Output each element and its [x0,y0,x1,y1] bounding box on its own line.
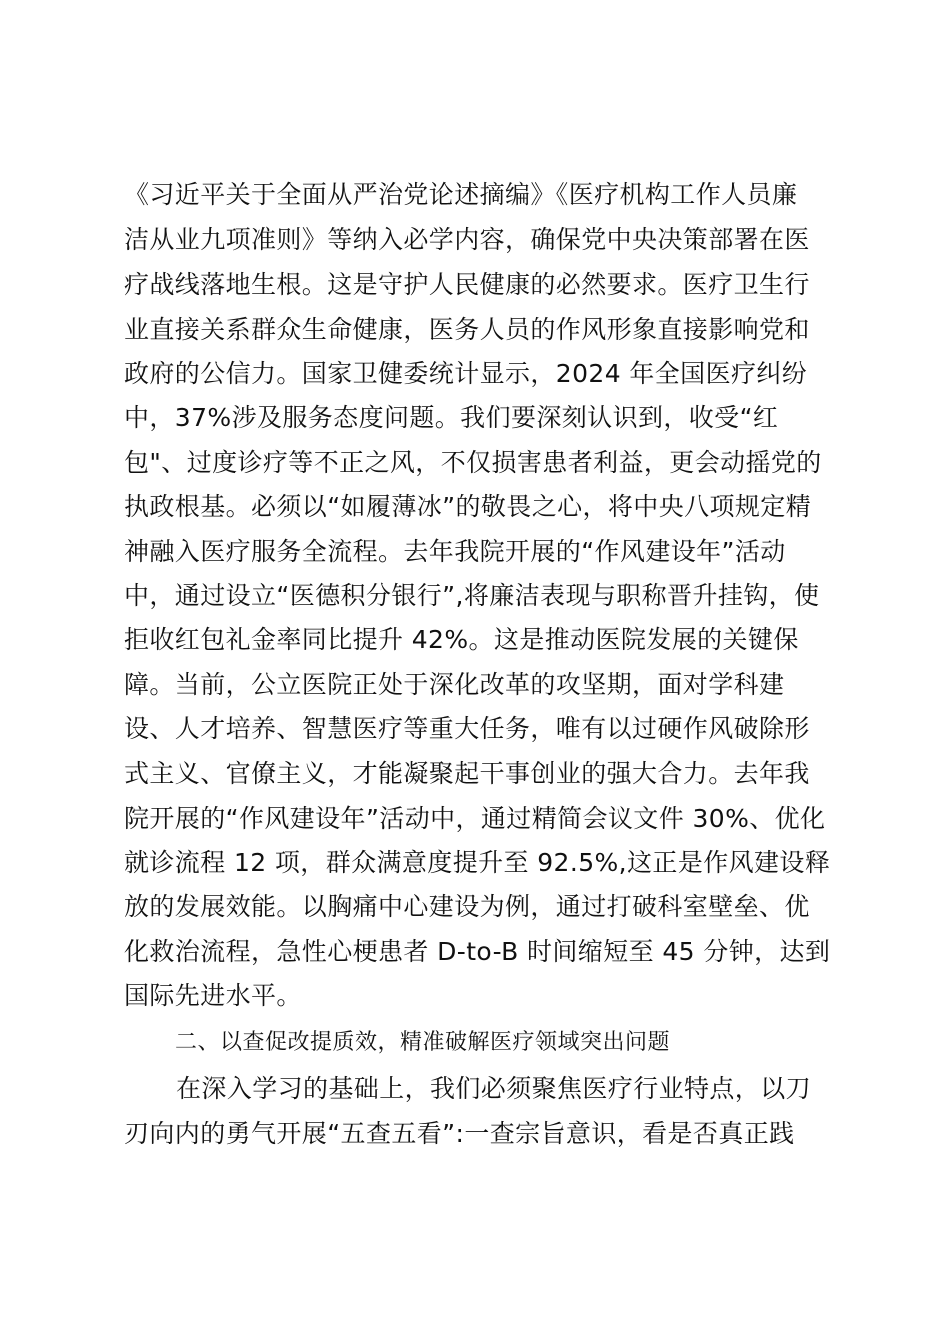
text-line: 洁从业九项准则》等纳入必学内容，确保党中央决策部署在医 [124,225,810,254]
text-line: 就诊流程 12 项，群众满意度提升至 92.5%,这正是作风建设释 [124,848,831,877]
text-line: 包"、过度诊疗等不正之风，不仅损害患者利益，更会动摇党的 [124,448,822,477]
text-line: 业直接关系群众生命健康，医务人员的作风形象直接影响党和 [124,315,810,344]
text-line: 化救治流程，急性心梗患者 D-to-B 时间缩短至 45 分钟，达到 [124,937,831,966]
text-line: 《习近平关于全面从严治党论述摘编》《医疗机构工作人员廉 [124,180,798,209]
text-line: 在深入学习的基础上，我们必须聚焦医疗行业特点，以刀 [176,1074,812,1103]
text-line: 中，通过设立“医德积分银行”,将廉洁表现与职称晋升挂钩，使 [124,581,820,610]
text-line: 设、人才培养、智慧医疗等重大任务，唯有以过硬作风破除形 [124,714,810,743]
text-line: 中，37%涉及服务态度问题。我们要深刻认识到，收受“红 [124,403,779,432]
text-line: 刃向内的勇气开展“五查五看”:一查宗旨意识，看是否真正践 [124,1119,795,1148]
text-line: 放的发展效能。以胸痛中心建设为例，通过打破科室壁垒、优 [124,892,810,921]
section-heading: 二、以查促改提质效，精准破解医疗领域突出问题 [175,1030,671,1055]
text-line: 政府的公信力。国家卫健委统计显示，2024 年全国医疗纠纷 [124,359,808,388]
text-line: 障。当前，公立医院正处于深化改革的攻坚期，面对学科建 [124,670,785,699]
text-line: 拒收红包礼金率同比提升 42%。这是推动医院发展的关键保 [124,625,799,654]
text-line: 式主义、官僚主义，才能凝聚起干事创业的强大合力。去年我 [124,759,810,788]
text-line: 院开展的“作风建设年”活动中，通过精简会议文件 30%、优化 [124,804,826,833]
text-line: 疗战线落地生根。这是守护人民健康的必然要求。医疗卫生行 [124,270,810,299]
text-line: 国际先进水平。 [124,981,302,1010]
text-line: 执政根基。必须以“如履薄冰”的敬畏之心，将中央八项规定精 [124,492,812,521]
text-line: 神融入医疗服务全流程。去年我院开展的“作风建设年”活动 [124,537,786,566]
